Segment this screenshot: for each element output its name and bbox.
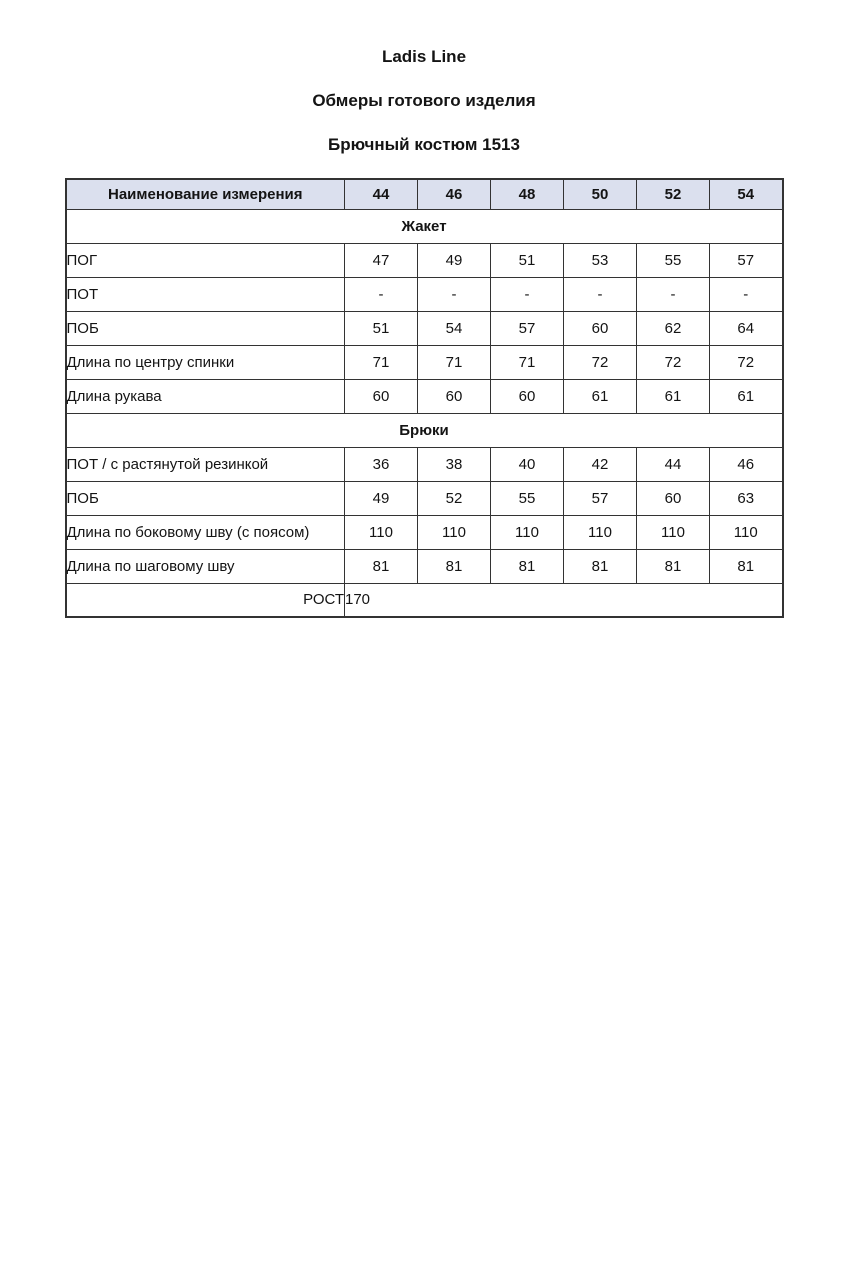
measurement-label: Длина по центру спинки	[66, 345, 345, 379]
measurement-value: 51	[491, 243, 564, 277]
measurement-value: 53	[564, 243, 637, 277]
measurement-value: 72	[710, 345, 783, 379]
table-row	[66, 243, 783, 277]
measurement-value: 38	[418, 447, 491, 481]
section-row	[66, 413, 783, 447]
measurement-value: 71	[418, 345, 491, 379]
column-header-name: Наименование измерения	[66, 179, 345, 209]
document-title: Обмеры готового изделия	[312, 91, 536, 110]
height-label: РОСТ	[66, 583, 345, 617]
column-header-size: 54	[710, 179, 783, 209]
measurement-value: 60	[418, 379, 491, 413]
measurement-value: 49	[345, 481, 418, 515]
measurement-value: 64	[710, 311, 783, 345]
measurement-value: 61	[637, 379, 710, 413]
table-row	[66, 277, 783, 311]
section-title: Жакет	[66, 209, 783, 243]
table-row	[66, 447, 783, 481]
measurement-value: 81	[345, 549, 418, 583]
measurement-label: ПОТ	[66, 277, 345, 311]
table-header	[66, 179, 783, 209]
measurement-value: 55	[637, 243, 710, 277]
header-row	[66, 179, 783, 209]
table-row	[66, 345, 783, 379]
height-row	[66, 583, 783, 617]
measurement-label: Длина по шаговому шву	[66, 549, 345, 583]
measurement-value: 63	[710, 481, 783, 515]
measurement-label: Длина рукава	[66, 379, 345, 413]
measurement-value: 110	[637, 515, 710, 549]
measurement-value: 62	[637, 311, 710, 345]
measurement-value: 60	[491, 379, 564, 413]
measurement-value: -	[491, 277, 564, 311]
measurement-value: 60	[345, 379, 418, 413]
table-row	[66, 311, 783, 345]
measurement-label: ПОГ	[66, 243, 345, 277]
measurement-value: 110	[710, 515, 783, 549]
measurement-value: 55	[491, 481, 564, 515]
column-header-size: 46	[418, 179, 491, 209]
measurement-value: 57	[491, 311, 564, 345]
measurement-value: 72	[564, 345, 637, 379]
measurement-value: 81	[418, 549, 491, 583]
measurement-value: -	[710, 277, 783, 311]
section-row	[66, 209, 783, 243]
measurement-value: 46	[710, 447, 783, 481]
table-body	[66, 209, 783, 617]
column-header-size: 44	[345, 179, 418, 209]
measurement-value: 51	[345, 311, 418, 345]
column-header-size: 48	[491, 179, 564, 209]
measurement-label: ПОТ / с растянутой резинкой	[66, 447, 345, 481]
measurement-value: -	[345, 277, 418, 311]
measurement-label: Длина по боковому шву (с поясом)	[66, 515, 345, 549]
measurement-value: 110	[418, 515, 491, 549]
measurement-value: 60	[564, 311, 637, 345]
measurement-value: -	[418, 277, 491, 311]
measurement-value: 110	[491, 515, 564, 549]
column-header-size: 50	[564, 179, 637, 209]
brand-title: Ladis Line	[381, 47, 467, 66]
measurement-value: 44	[637, 447, 710, 481]
table-row	[66, 481, 783, 515]
measurement-value: 71	[491, 345, 564, 379]
measurement-value: 52	[418, 481, 491, 515]
measurement-value: 81	[710, 549, 783, 583]
measurement-value: 60	[637, 481, 710, 515]
measurement-value: 40	[491, 447, 564, 481]
measurements-table	[65, 178, 784, 618]
measurement-label: ПОБ	[66, 311, 345, 345]
measurement-value: 71	[345, 345, 418, 379]
product-title: Брючный костюм 1513	[328, 135, 520, 154]
measurement-label: ПОБ	[66, 481, 345, 515]
measurement-value: 81	[491, 549, 564, 583]
table-row	[66, 515, 783, 549]
measurement-value: -	[637, 277, 710, 311]
measurement-value: 47	[345, 243, 418, 277]
table-row	[66, 549, 783, 583]
measurement-value: 61	[564, 379, 637, 413]
measurement-value: 54	[418, 311, 491, 345]
measurement-value: 57	[564, 481, 637, 515]
height-value: 170	[345, 583, 783, 617]
measurement-value: 81	[637, 549, 710, 583]
measurement-value: 81	[564, 549, 637, 583]
measurement-value: 61	[710, 379, 783, 413]
measurement-value: 49	[418, 243, 491, 277]
measurement-value: 42	[564, 447, 637, 481]
measurement-value: 72	[637, 345, 710, 379]
measurement-value: 110	[345, 515, 418, 549]
table-row	[66, 379, 783, 413]
measurement-value: 110	[564, 515, 637, 549]
section-title: Брюки	[66, 413, 783, 447]
measurement-value: -	[564, 277, 637, 311]
measurement-value: 36	[345, 447, 418, 481]
column-header-size: 52	[637, 179, 710, 209]
measurement-value: 57	[710, 243, 783, 277]
